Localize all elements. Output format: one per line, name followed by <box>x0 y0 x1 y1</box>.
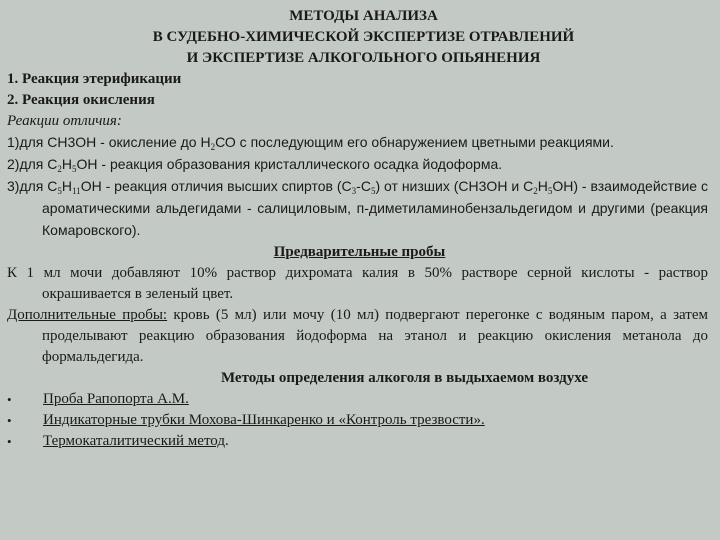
list-item: • Индикаторные трубки Мохова-Шинкаренко и «Контроль трезвости». <box>7 410 712 431</box>
bullet-icon: • <box>7 434 12 449</box>
reaction-esterification: 1. Реакция этерификации <box>7 71 182 87</box>
title-line-1: МЕТОДЫ АНАЛИЗА <box>289 8 438 24</box>
difference-item-2: 2)для $С_2Н_5ОН$ - реакция образования кристаллического осадка йодоформа. <box>7 156 503 174</box>
breath-heading: Методы определения алкоголя в выдыхаемом воздухе <box>220 370 589 386</box>
bullet-icon: • <box>7 413 12 428</box>
preliminary-text: К 1 мл мочи добавляют 10% раствор дихромата калия в 50% растворе серной кислоты - раствор окрашивается в зеленый цвет. <box>7 265 708 302</box>
difference-item-1: 1)для СН3ОН - окисление до $Н_2СО$ с последующим его обнаружением цветными реакциями. <box>7 134 614 152</box>
breath-methods-list <box>7 389 712 452</box>
differences-label: Реакции отличия: <box>7 113 122 129</box>
difference-item-3: 3)для $С_5Н_{11}ОН$ - реакция отличия высших спиртов $(С_3-С_5)$ от низших (СН3ОН и $С_2Н_5ОН$) - взаимодействие с ароматическими альдегидами - салициловым, п-диметиламинобензальдегидом и другими (реакция Комаровского). <box>7 178 709 238</box>
list-item: • Термокаталитический метод. <box>7 431 712 452</box>
preliminary-heading: Предварительные пробы <box>273 244 446 260</box>
bullet-icon: • <box>7 392 12 407</box>
extra-tests <box>7 305 708 368</box>
list-item: • Проба Рапопорта А.М. <box>7 389 712 410</box>
extra-tests-label: Дополнительные пробы: <box>7 307 168 323</box>
reaction-oxidation: 2. Реакция окисления <box>7 92 155 108</box>
page-title <box>7 6 712 69</box>
title-line-3: И ЭКСПЕРТИЗЕ АЛКОГОЛЬНОГО ОПЬЯНЕНИЯ <box>186 50 541 66</box>
extra-tests-text: кровь (5 мл) или мочу (10 мл) подвергают перегонке с водяным паром, а затем проделывают реакцию образования йодоформа на этанол и реакцию окисления метанола до формальдегида. <box>42 307 709 365</box>
title-line-2: В СУДЕБНО-ХИМИЧЕСКОЙ ЭКСПЕРТИЗЕ ОТРАВЛЕНИЙ <box>152 29 575 45</box>
